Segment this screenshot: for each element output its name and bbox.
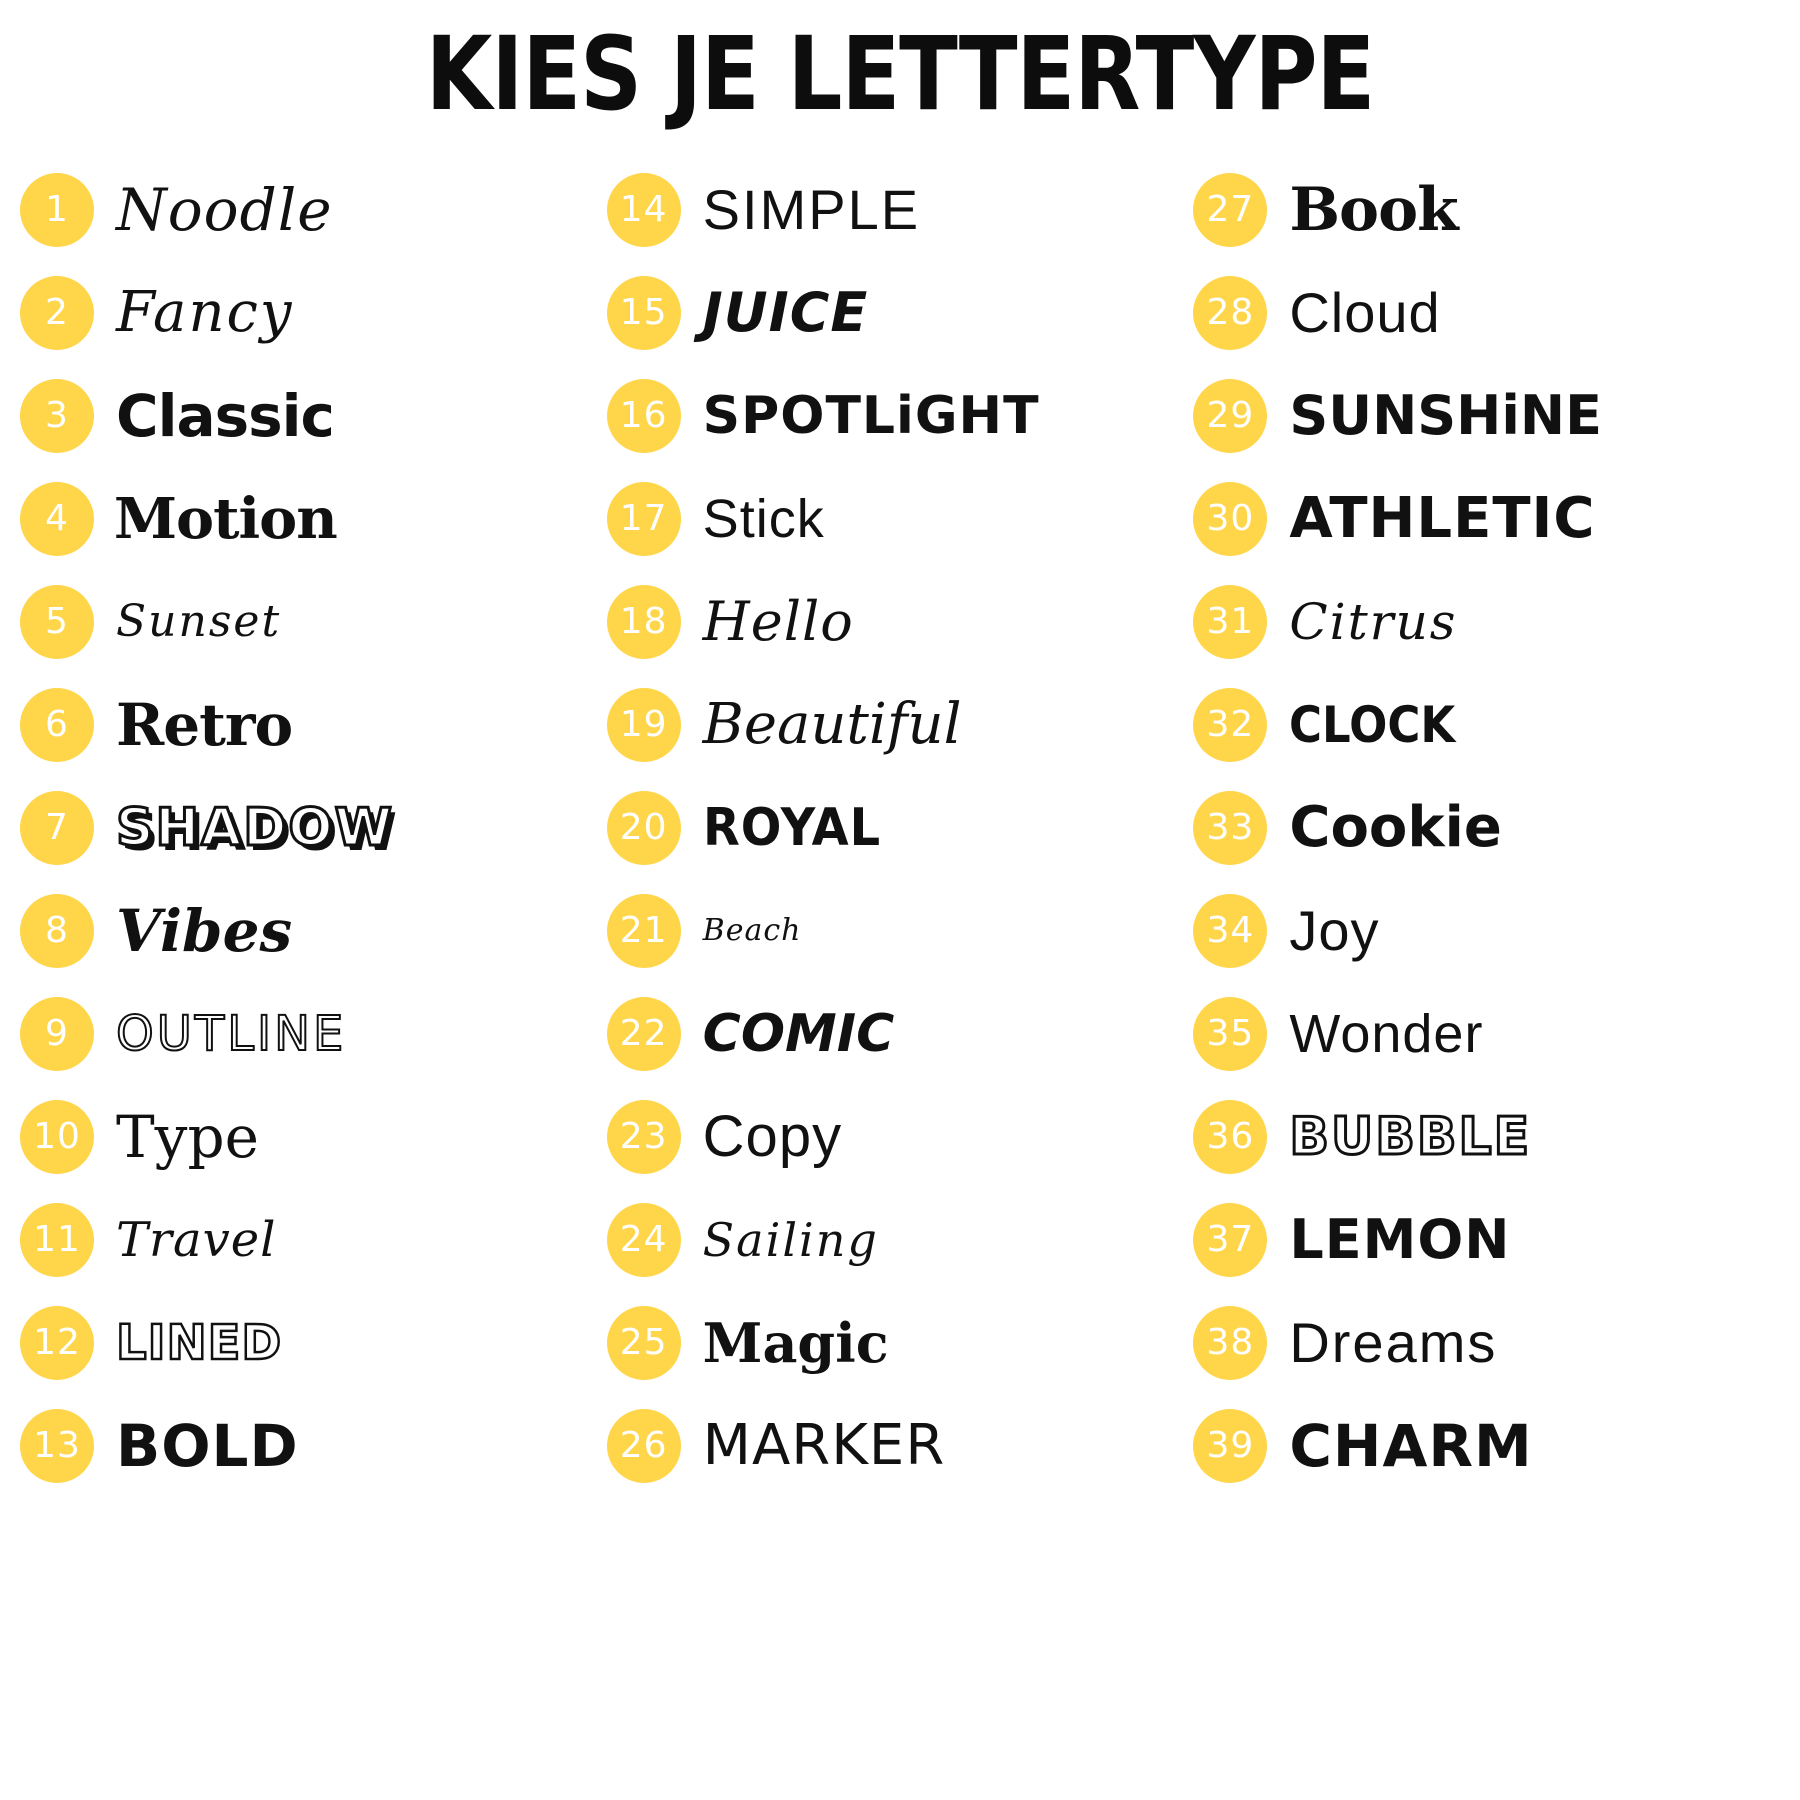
option-font-sample: Book — [1289, 174, 1458, 245]
option-number-badge: 23 — [607, 1100, 681, 1174]
option-number-badge: 3 — [20, 379, 94, 453]
option-number-badge: 25 — [607, 1306, 681, 1380]
option-number-badge: 14 — [607, 173, 681, 247]
font-option-row[interactable] — [20, 1188, 607, 1291]
option-font-sample: Stick — [702, 488, 825, 549]
option-number-badge: 12 — [20, 1306, 94, 1380]
option-number-badge: 5 — [20, 585, 94, 659]
option-font-sample: BUBBLE — [1289, 1106, 1532, 1167]
option-font-sample: Beautiful — [702, 691, 962, 757]
font-option-row[interactable] — [20, 467, 607, 570]
font-option-row[interactable] — [1193, 570, 1780, 673]
option-font-sample: COMIC — [702, 1003, 895, 1064]
font-option-row[interactable] — [1193, 879, 1780, 982]
option-font-sample: Noodle — [116, 175, 333, 244]
font-option-row[interactable] — [1193, 1394, 1780, 1497]
option-font-sample: BOLD — [116, 1411, 299, 1480]
option-font-sample: CLOCK — [1289, 695, 1456, 754]
option-font-sample: CHARM — [1289, 1411, 1533, 1480]
option-number-badge: 28 — [1193, 276, 1267, 350]
option-number-badge: 27 — [1193, 173, 1267, 247]
option-font-sample: Travel — [116, 1211, 277, 1268]
font-option-row[interactable] — [607, 261, 1194, 364]
option-number-badge: 36 — [1193, 1100, 1267, 1174]
font-option-row[interactable] — [1193, 1291, 1780, 1394]
option-number-badge: 6 — [20, 688, 94, 762]
option-font-sample: Classic — [116, 381, 334, 450]
option-number-badge: 1 — [20, 173, 94, 247]
option-number-badge: 30 — [1193, 482, 1267, 556]
font-option-row[interactable] — [607, 1188, 1194, 1291]
option-font-sample: LINED — [116, 1314, 283, 1371]
font-column-1 — [20, 158, 607, 1790]
option-font-sample: Fancy — [116, 279, 294, 345]
font-option-row[interactable] — [20, 879, 607, 982]
option-font-sample: Type — [116, 1102, 259, 1171]
font-option-row[interactable] — [20, 776, 607, 879]
font-option-row[interactable] — [1193, 1085, 1780, 1188]
option-number-badge: 34 — [1193, 894, 1267, 968]
option-font-sample: Wonder — [1289, 1003, 1484, 1064]
option-number-badge: 39 — [1193, 1409, 1267, 1483]
option-font-sample: LEMON — [1289, 1207, 1511, 1271]
option-number-badge: 21 — [607, 894, 681, 968]
font-option-row[interactable] — [20, 158, 607, 261]
option-font-sample: ROYAL — [702, 797, 881, 858]
option-font-sample: ATHLETIC — [1289, 485, 1596, 551]
option-number-badge: 20 — [607, 791, 681, 865]
option-font-sample: Vibes — [116, 896, 293, 965]
option-font-sample: Beach — [702, 912, 802, 948]
font-option-row[interactable] — [20, 1085, 607, 1188]
option-number-badge: 33 — [1193, 791, 1267, 865]
option-font-sample: Sunset — [116, 595, 282, 647]
option-number-badge: 7 — [20, 791, 94, 865]
font-option-row[interactable] — [1193, 776, 1780, 879]
font-option-row[interactable] — [1193, 364, 1780, 467]
option-number-badge: 24 — [607, 1203, 681, 1277]
font-option-row[interactable] — [607, 673, 1194, 776]
font-option-row[interactable] — [1193, 158, 1780, 261]
option-number-badge: 38 — [1193, 1306, 1267, 1380]
option-font-sample: SPOTLiGHT — [702, 385, 1040, 446]
font-option-row[interactable] — [1193, 673, 1780, 776]
option-font-sample: Joy — [1289, 898, 1380, 962]
option-font-sample: Citrus — [1289, 592, 1458, 651]
option-number-badge: 2 — [20, 276, 94, 350]
font-option-row[interactable] — [607, 1085, 1194, 1188]
font-option-row[interactable] — [1193, 982, 1780, 1085]
option-number-badge: 9 — [20, 997, 94, 1071]
font-option-row[interactable] — [607, 1291, 1194, 1394]
option-number-badge: 37 — [1193, 1203, 1267, 1277]
option-number-badge: 18 — [607, 585, 681, 659]
option-number-badge: 26 — [607, 1409, 681, 1483]
font-option-row[interactable] — [1193, 261, 1780, 364]
page-title: KIES JE LETTERTYPE — [425, 15, 1375, 134]
font-option-row[interactable] — [607, 467, 1194, 570]
font-option-row[interactable] — [607, 158, 1194, 261]
font-option-row[interactable] — [1193, 467, 1780, 570]
option-font-sample: Cloud — [1289, 280, 1441, 344]
option-number-badge: 10 — [20, 1100, 94, 1174]
option-font-sample: Hello — [702, 589, 854, 653]
font-column-3 — [1193, 158, 1780, 1790]
option-number-badge: 16 — [607, 379, 681, 453]
font-option-row[interactable] — [20, 1394, 607, 1497]
option-font-sample: Motion — [113, 485, 337, 552]
option-font-sample: Dreams — [1289, 1310, 1498, 1374]
option-number-badge: 29 — [1193, 379, 1267, 453]
font-option-row[interactable] — [20, 570, 607, 673]
option-font-sample: Copy — [702, 1103, 843, 1169]
option-font-sample: SIMPLE — [702, 177, 921, 241]
font-option-row[interactable] — [607, 570, 1194, 673]
font-option-row[interactable] — [20, 261, 607, 364]
option-number-badge: 19 — [607, 688, 681, 762]
option-font-sample: Cookie — [1289, 794, 1502, 860]
font-option-row[interactable] — [20, 1291, 607, 1394]
font-option-row[interactable] — [607, 982, 1194, 1085]
font-columns — [20, 124, 1780, 1790]
option-font-sample: Magic — [702, 1310, 889, 1375]
option-number-badge: 32 — [1193, 688, 1267, 762]
option-number-badge: 11 — [20, 1203, 94, 1277]
font-option-row[interactable] — [1193, 1188, 1780, 1291]
option-number-badge: 15 — [607, 276, 681, 350]
option-number-badge: 17 — [607, 482, 681, 556]
font-option-row[interactable] — [20, 673, 607, 776]
font-option-row[interactable] — [607, 776, 1194, 879]
font-option-row[interactable] — [607, 879, 1194, 982]
font-option-row[interactable] — [607, 1394, 1194, 1497]
option-font-sample: Sailing — [702, 1212, 879, 1267]
option-font-sample: SHADOW — [116, 797, 394, 858]
option-font-sample: OUTLINE — [116, 1005, 347, 1062]
option-font-sample: JUICE — [702, 280, 869, 344]
font-option-row[interactable] — [20, 982, 607, 1085]
option-number-badge: 13 — [20, 1409, 94, 1483]
font-option-row[interactable] — [607, 364, 1194, 467]
option-number-badge: 8 — [20, 894, 94, 968]
font-column-2 — [607, 158, 1194, 1790]
option-number-badge: 4 — [20, 482, 94, 556]
option-number-badge: 22 — [607, 997, 681, 1071]
option-font-sample: Retro — [116, 690, 293, 759]
option-number-badge: 35 — [1193, 997, 1267, 1071]
option-font-sample: SUNSHiNE — [1289, 383, 1602, 447]
font-option-row[interactable] — [20, 364, 607, 467]
option-font-sample: MARKER — [702, 1412, 946, 1478]
option-number-badge: 31 — [1193, 585, 1267, 659]
